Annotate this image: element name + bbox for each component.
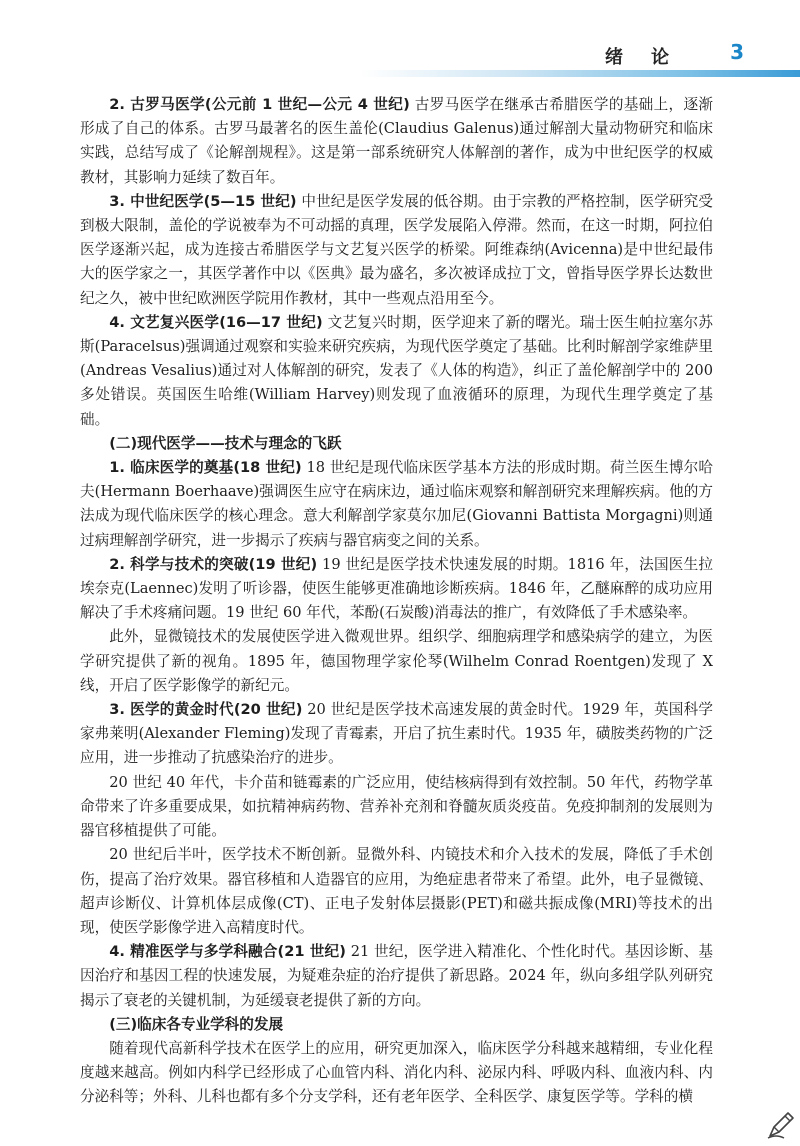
paragraph-renaissance-medicine: 4. 文艺复兴医学(16—17 世纪) 文艺复兴时期，医学迎来了新的曙光。瑞士医生帕拉塞尔苏斯(Paracelsus)强调通过观察和实验来研究疾病，为现代医学奠定了基础。比利时解剖学家维萨里(Andreas Vesalius)通过对人体解剖的研究，发表了《人体的构造》，纠正了盖伦解剖学中的 200 多处错误。英国医生哈维(William Harvey)则发现了血液循环的原理，为现代生理学奠定了基础。 bbox=[80, 313, 713, 428]
section-heading-clinical-specialties: (三)临床各专业学科的发展 bbox=[109, 1015, 284, 1033]
page-number: 3 bbox=[730, 40, 744, 64]
paragraph-science-breakthrough: 2. 科学与技术的突破(19 世纪) 19 世纪是医学技术快速发展的时期。1816 年，法国医生拉埃奈克(Laennec)发明了听诊器，使医生能够更准确地诊断疾病。1846 年，乙醚麻醉的成功应用解决了手术疼痛问题。19 世纪 60 年代，苯酚(石炭酸)消毒法的推广，有效降低了手术感染率。 bbox=[80, 555, 713, 622]
chapter-title: 绪论 bbox=[605, 47, 697, 68]
paragraph-golden-age: 3. 医学的黄金时代(20 世纪) 20 世纪是医学技术高速发展的黄金时代。1929 年，英国科学家弗莱明(Alexander Fleming)发现了青霉素，开启了抗生素时代。1935 年，磺胺类药物的广泛应用，进一步推动了抗感染治疗的进步。 bbox=[80, 701, 713, 767]
heading-clinical-foundation: 1. 临床医学的奠基(18 世纪) bbox=[109, 459, 302, 477]
paragraph-medieval-medicine: 3. 中世纪医学(5—15 世纪) 中世纪是医学发展的低谷期。由于宗教的严格控制，医学研究受到极大限制，盖伦的学说被奉为不可动摇的真理，医学发展陷入停滞。然而，在这一时期，阿拉伯医学逐渐兴起，成为连接古希腊医学与文艺复兴医学的桥梁。阿维森纳(Avicenna)是中世纪最伟大的医学家之一，其医学著作中以《医典》最为盛名，多次被译成拉丁文，曾指导医学界长达数世纪之久，被中世纪欧洲医学院用作教材，其中一些观点沿用至今。 bbox=[80, 192, 713, 307]
paragraph-roman-medicine: 2. 古罗马医学(公元前 1 世纪—公元 4 世纪) 古罗马医学在继承古希腊医学的基础上，逐渐形成了自己的体系。古罗马最著名的医生盖伦(Claudius Galenus)通过解剖大量动物研究和临床实践，总结写成了《论解剖规程》。这是第一部系统研究人体解剖的著作，成为中世纪医学的权威教材，其影响力延续了数百年。 bbox=[80, 96, 713, 186]
heading-golden-age: 3. 医学的黄金时代(20 世纪) bbox=[109, 701, 303, 719]
section-heading-modern-medicine: (二)现代医学——技术与理念的飞跃 bbox=[109, 434, 342, 452]
paragraph-precision-medicine: 4. 精准医学与多学科融合(21 世纪) 21 世纪，医学进入精准化、个性化时代。基因诊断、基因治疗和基因工程的快速发展，为疑难杂症的治疗提供了新思路。2024 年，纵向多组学队列研究揭示了衰老的关键机制，为延缓衰老提供了新的方向。 bbox=[80, 943, 713, 1009]
page-header bbox=[0, 0, 800, 90]
header-gradient-bar bbox=[360, 70, 800, 77]
page-content bbox=[80, 93, 713, 1110]
paragraph-late-20th: 20 世纪后半叶，医学技术不断创新。显微外科、内镜技术和介入技术的发展，降低了手术创伤，提高了治疗效果。器官移植和人造器官的应用，为绝症患者带来了希望。此外，电子显微镜、超声诊断仪、计算机体层成像(CT)、正电子发射体层摄影(PET)和磁共振成像(MRI)等技术的出现，使医学影像学进入高精度时代。 bbox=[80, 846, 713, 936]
paragraph-microscope: 此外，显微镜技术的发展使医学进入微观世界。组织学、细胞病理学和感染病学的建立，为医学研究提供了新的视角。1895 年，德国物理学家伦琴(Wilhelm Conrad Roentgen)发现了 X 线，开启了医学影像学的新纪元。 bbox=[80, 628, 713, 694]
heading-science-breakthrough: 2. 科学与技术的突破(19 世纪) bbox=[109, 555, 318, 573]
heading-medieval-medicine: 3. 中世纪医学(5—15 世纪) bbox=[109, 192, 297, 210]
paragraph-specialties: 随着现代高新科学技术在医学上的应用，研究更加深入，临床医学分科越来越精细，专业化程度越来越高。例如内科学已经形成了心血管内科、消化内科、泌尿内科、呼吸内科、血液内科、内分泌科等；外科、儿科也都有多个分支学科，还有老年医学、全科医学、康复医学等。学科的横 bbox=[80, 1039, 713, 1106]
pencil-icon bbox=[766, 1110, 796, 1140]
heading-renaissance-medicine: 4. 文艺复兴医学(16—17 世纪) bbox=[109, 313, 323, 331]
paragraph-1940s: 20 世纪 40 年代，卡介苗和链霉素的广泛应用，使结核病得到有效控制。50 年代，药物学革命带来了许多重要成果，如抗精神病药物、营养补充剂和脊髓灰质炎疫苗。免疫抑制剂的发展则为器官移植提供了可能。 bbox=[80, 773, 713, 840]
paragraph-clinical-foundation: 1. 临床医学的奠基(18 世纪) 18 世纪是现代临床医学基本方法的形成时期。荷兰医生博尔哈夫(Hermann Boerhaave)强调医生应守在病床边，通过临床观察和解剖研究来理解疾病。他的方法成为现代临床医学的核心理念。意大利解剖学家莫尔加尼(Giovanni Battista Morgagni)则通过病理解剖学研究，进一步揭示了疾病与器官病变之间的关系。 bbox=[80, 459, 713, 549]
heading-precision-medicine: 4. 精准医学与多学科融合(21 世纪) bbox=[109, 943, 346, 961]
heading-roman-medicine: 2. 古罗马医学(公元前 1 世纪—公元 4 世纪) bbox=[109, 96, 410, 113]
